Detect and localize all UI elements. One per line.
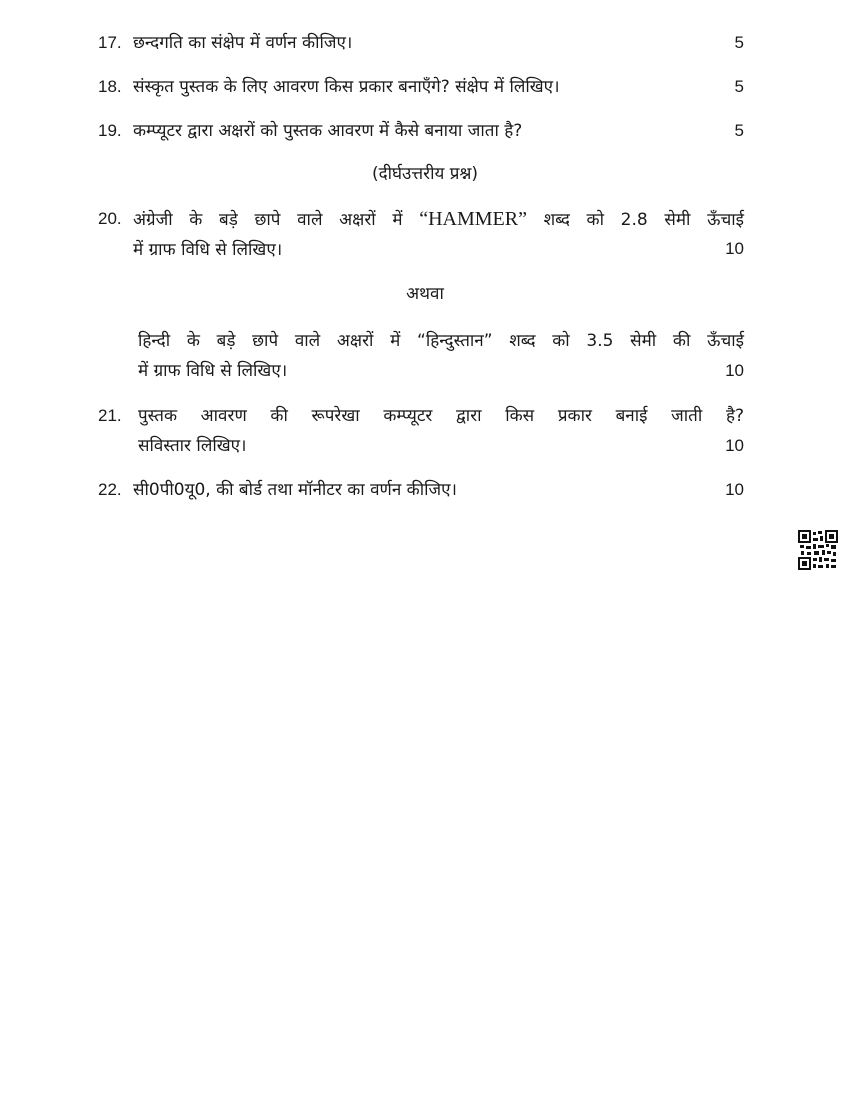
or-label: अथवा [406, 284, 444, 304]
question-number: 22. [98, 480, 122, 499]
question-22 [98, 475, 758, 505]
qr-code-icon [798, 530, 838, 570]
question-text: छन्दगति का संक्षेप में वर्णन कीजिए। [133, 33, 353, 53]
question-marks: 10 [725, 480, 744, 499]
question-text-line-2: में ग्राफ विधि से लिखिए। [138, 361, 288, 381]
question-21 [98, 401, 758, 461]
question-marks: 10 [725, 436, 744, 455]
english-word: “HAMMER” [419, 208, 527, 230]
question-number: 17. [98, 33, 122, 52]
section-heading: (दीर्घउत्तरीय प्रश्न) [371, 164, 479, 184]
question-marks: 5 [734, 77, 744, 96]
question-text-line-2: सविस्तार लिखिए। [138, 436, 247, 456]
question-17 [98, 28, 758, 58]
question-20 [98, 204, 758, 265]
question-text: कम्प्यूटर द्वारा अक्षरों को पुस्तक आवरण में कैसे बनाया जाता है? [133, 121, 523, 141]
question-text-line-1: पुस्तक आवरण की रूपरेखा कम्प्यूटर द्वारा किस प्रकार बनाई जाती है? [138, 406, 744, 426]
question-text-line-2: में ग्राफ विधि से लिखिए। [133, 240, 283, 260]
question-number: 21. [98, 406, 122, 425]
question-text-part-2: शब्द को 2.8 सेमी ऊँचाई [543, 210, 744, 230]
question-20-alternative [98, 326, 758, 386]
question-text-part-1: अंग्रेजी के बड़े छापे वाले अक्षरों में [133, 210, 403, 230]
question-text-line-1 [133, 204, 744, 235]
question-number: 19. [98, 121, 122, 140]
question-number: 20. [98, 209, 122, 228]
question-marks: 10 [725, 239, 744, 258]
question-number: 18. [98, 77, 122, 96]
question-text: संस्कृत पुस्तक के लिए आवरण किस प्रकार बनाएँगे? संक्षेप में लिखिए। [133, 77, 560, 97]
question-text-line-1: हिन्दी के बड़े छापे वाले अक्षरों में “हिन्दुस्तान” शब्द को 3.5 सेमी की ऊँचाई [138, 331, 744, 351]
question-18 [98, 72, 758, 102]
question-marks: 10 [725, 361, 744, 380]
question-text: सी0पी0यू0, की बोर्ड तथा मॉनीटर का वर्णन कीजिए। [133, 480, 457, 500]
question-marks: 5 [734, 121, 744, 140]
question-19 [98, 116, 758, 146]
question-marks: 5 [734, 33, 744, 52]
